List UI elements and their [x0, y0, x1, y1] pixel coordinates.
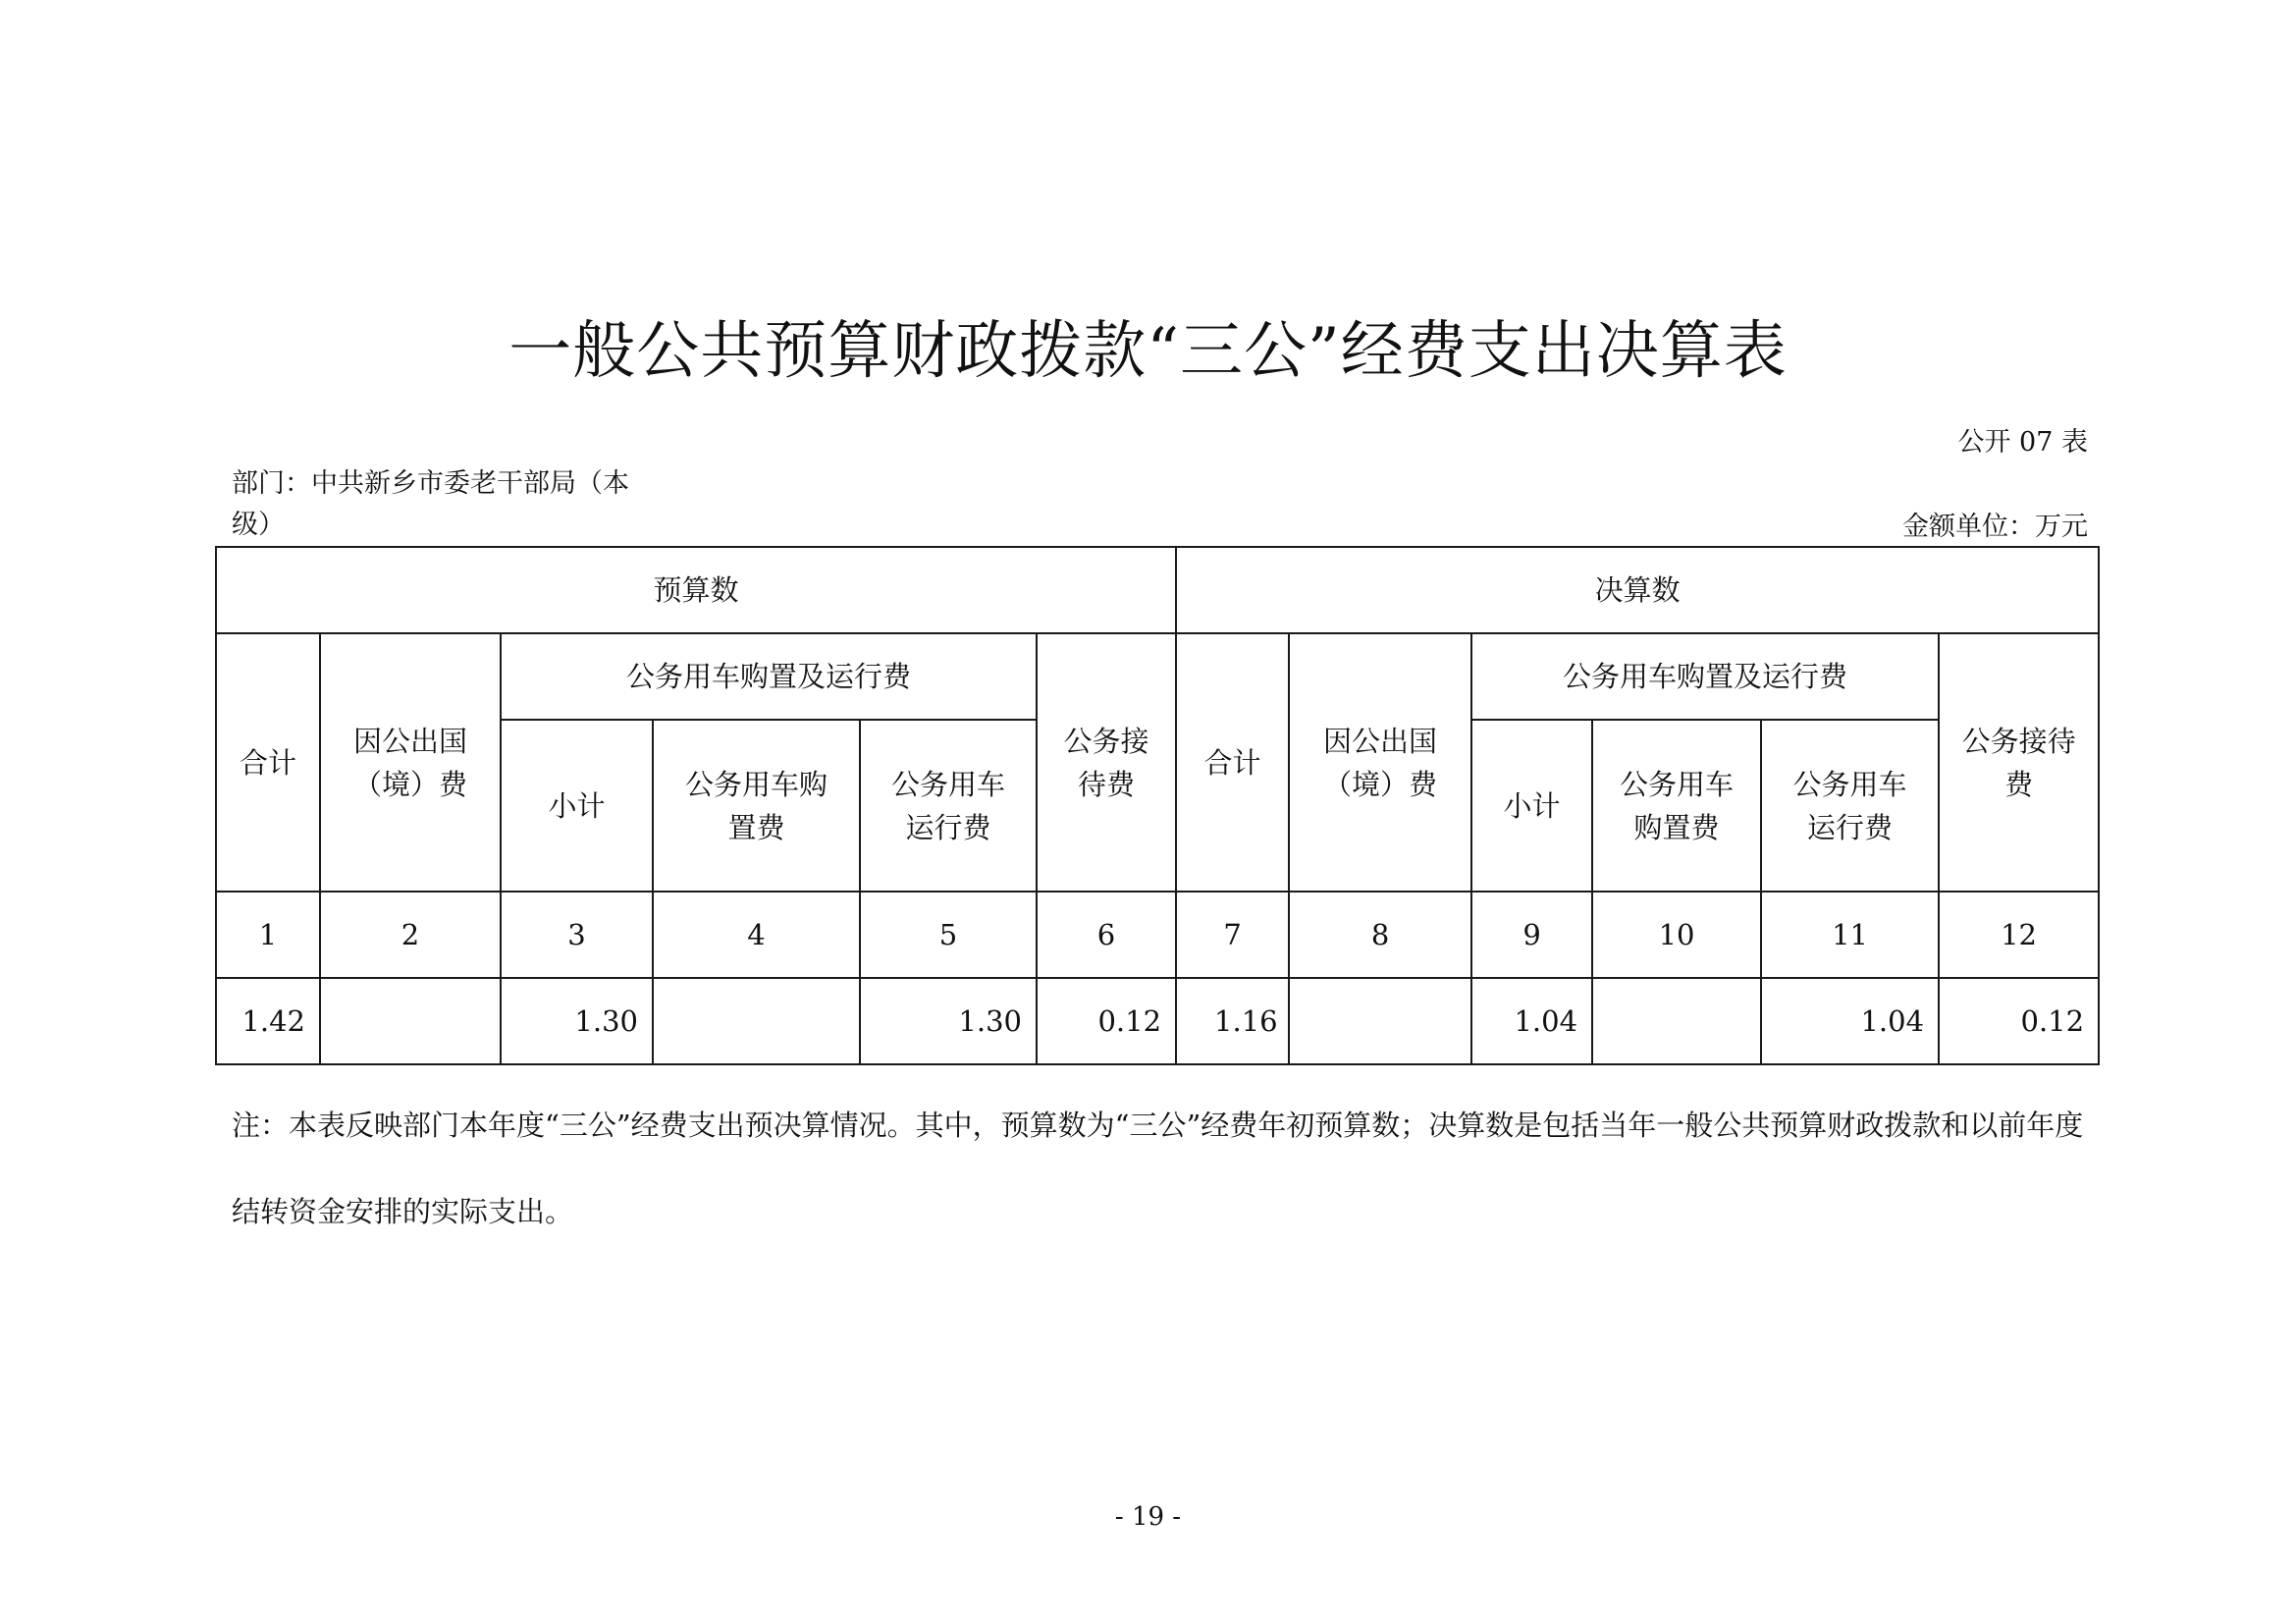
value-final-total: 1.16 — [1176, 978, 1289, 1064]
final-header: 决算数 — [1176, 547, 2099, 633]
final-vehicle-purchase-header: 公务用车购置费 — [1592, 720, 1761, 892]
col-number-11: 11 — [1761, 892, 1939, 978]
budget-vehicle-group-header: 公务用车购置及运行费 — [501, 633, 1037, 720]
final-subtotal-header: 小计 — [1471, 720, 1592, 892]
budget-subtotal-header: 小计 — [501, 720, 653, 892]
value-budget-subtotal: 1.30 — [501, 978, 653, 1064]
value-final-vehicle-run: 1.04 — [1761, 978, 1939, 1064]
column-number-row — [216, 892, 2099, 978]
unit-label: 金额单位：万元 — [1902, 512, 2088, 542]
final-total-header: 合计 — [1176, 633, 1289, 892]
value-budget-vehicle-purchase — [653, 978, 860, 1064]
value-final-vehicle-purchase — [1592, 978, 1761, 1064]
page-title: 一般公共预算财政拨款“三公”经费支出决算表 — [508, 315, 1788, 388]
col-number-8: 8 — [1289, 892, 1471, 978]
col-number-9: 9 — [1471, 892, 1592, 978]
value-row — [216, 978, 2099, 1064]
page-number: - 19 - — [1114, 1502, 1182, 1532]
col-number-7: 7 — [1176, 892, 1289, 978]
budget-vehicle-run-header: 公务用车运行费 — [860, 720, 1037, 892]
budget-abroad-header: 因公出国（境）费 — [320, 633, 501, 892]
final-vehicle-run-header: 公务用车运行费 — [1761, 720, 1939, 892]
footnote: 注：本表反映部门本年度“三公”经费支出预决算情况。其中，预算数为“三公”经费年初预算数；决算数是包括当年一般公共预算财政拨款和以前年度结转资金安排的实际支出。 — [232, 1109, 2084, 1228]
budget-total-header: 合计 — [216, 633, 320, 892]
value-budget-abroad — [320, 978, 501, 1064]
final-vehicle-group-header: 公务用车购置及运行费 — [1471, 633, 1939, 720]
value-budget-total: 1.42 — [216, 978, 320, 1064]
col-number-6: 6 — [1037, 892, 1176, 978]
value-final-abroad — [1289, 978, 1471, 1064]
budget-vehicle-purchase-header: 公务用车购置费 — [653, 720, 860, 892]
col-number-2: 2 — [320, 892, 501, 978]
value-final-subtotal: 1.04 — [1471, 978, 1592, 1064]
col-number-10: 10 — [1592, 892, 1761, 978]
expense-table — [215, 546, 2100, 1065]
col-number-4: 4 — [653, 892, 860, 978]
table-number: 公开 07 表 — [1957, 427, 2088, 458]
value-budget-reception: 0.12 — [1037, 978, 1176, 1064]
col-number-3: 3 — [501, 892, 653, 978]
final-reception-header: 公务接待费 — [1939, 633, 2099, 892]
col-number-1: 1 — [216, 892, 320, 978]
final-abroad-header: 因公出国（境）费 — [1289, 633, 1471, 892]
col-number-12: 12 — [1939, 892, 2099, 978]
budget-header: 预算数 — [216, 547, 1176, 633]
budget-reception-header: 公务接待费 — [1037, 633, 1176, 892]
value-budget-vehicle-run: 1.30 — [860, 978, 1037, 1064]
value-final-reception: 0.12 — [1939, 978, 2099, 1064]
department-label: 部门：中共新乡市委老干部局（本级） — [232, 468, 629, 540]
col-number-5: 5 — [860, 892, 1037, 978]
